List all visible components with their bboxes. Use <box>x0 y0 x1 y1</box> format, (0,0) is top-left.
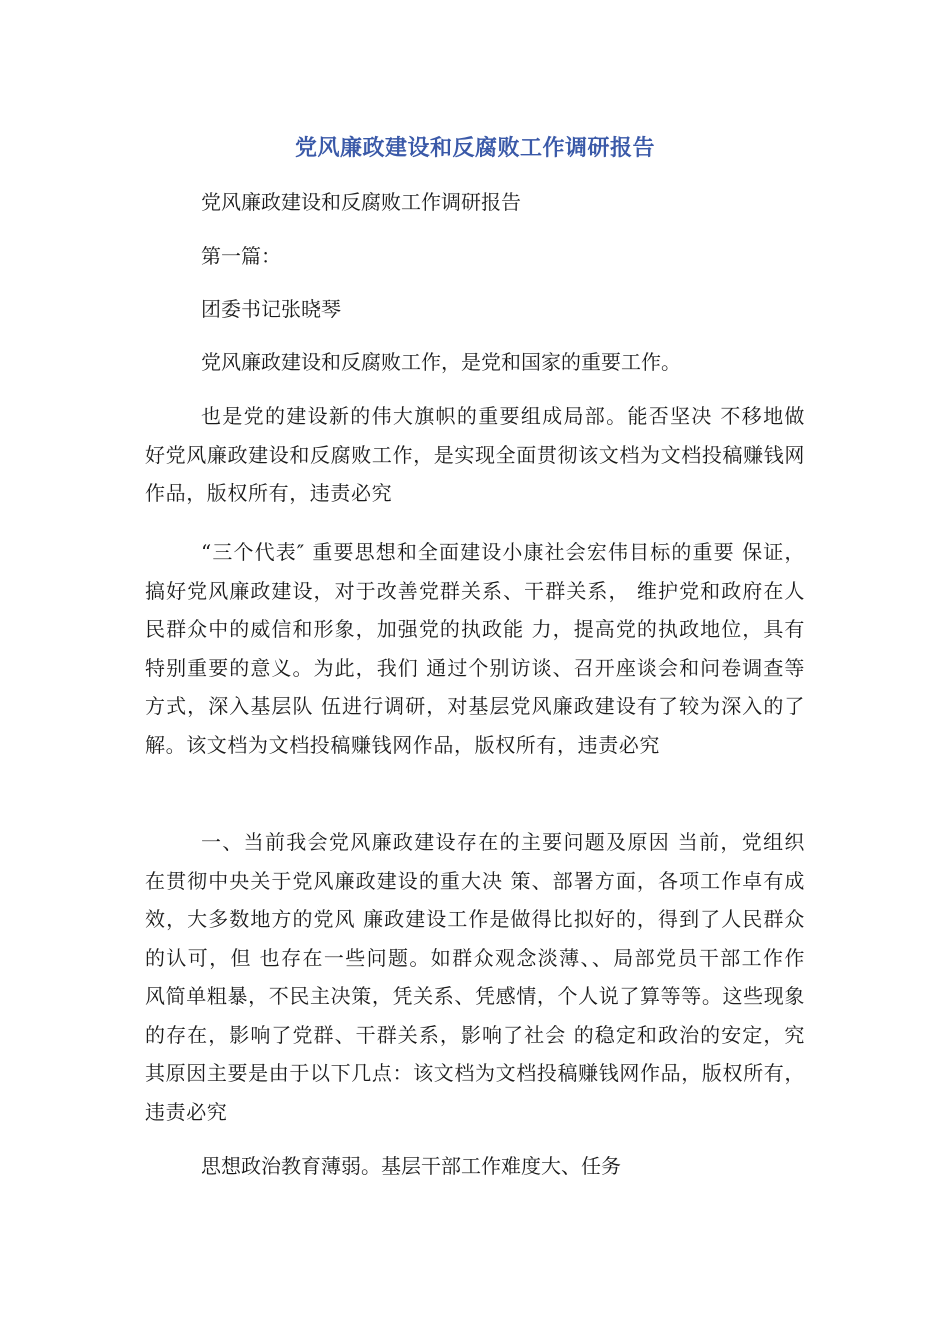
paragraph-3: 一、当前我会党风廉政建设存在的主要问题及原因 当前，党组织在贯彻中央关于党风廉政建设的重大决 策、部署方面，各项工作卓有成效，大多数地方的党风 廉政建设工作是做得比拟好的，得到了人民群众的认可，但 也存在一些问题。如群众观念淡薄、、局部党员干部工作作 风简单粗暴，不民主决策，凭关系、凭感情，个人说了算等等。这些现象的存在，影响了党群、干群关系，影响了社会 的稳定和政治的安定，究其原因主要是由于以下几点：该文档为文档投稿赚钱网作品，版权所有，违责必究 <box>145 830 805 1124</box>
paragraph-2: “三个代表″ 重要思想和全面建设小康社会宏伟目标的重要 保证，搞好党风廉政建设，对于改善党群关系、干群关系， 维护党和政府在人民群众中的威信和形象，加强党的执政能 力，提高党的执政地位，具有特别重要的意义。为此，我们 通过个别访谈、召开座谈会和问卷调查等方式，深入基层队 伍进行调研，对基层党风廉政建设有了较为深入的了解。该文档为文档投稿赚钱网作品，版权所有，违责必究 <box>145 540 805 757</box>
document-title: 党风廉政建设和反腐败工作调研报告 <box>294 136 655 161</box>
paragraph-1: 也是党的建设新的伟大旗帜的重要组成局部。能否坚决 不移地做好党风廉政建设和反腐败工作，是实现全面贯彻该文档为文档投稿赚钱网作品，版权所有，违责必究 <box>145 404 805 505</box>
author-line: 团委书记张晓琴 <box>201 297 341 321</box>
paragraph-intro: 党风廉政建设和反腐败工作，是党和国家的重要工作。 <box>201 350 681 374</box>
document-subtitle: 党风廉政建设和反腐败工作调研报告 <box>201 190 521 214</box>
part-label: 第一篇： <box>201 244 281 268</box>
paragraph-4: 思想政治教育薄弱。基层干部工作难度大、任务 <box>201 1154 621 1178</box>
